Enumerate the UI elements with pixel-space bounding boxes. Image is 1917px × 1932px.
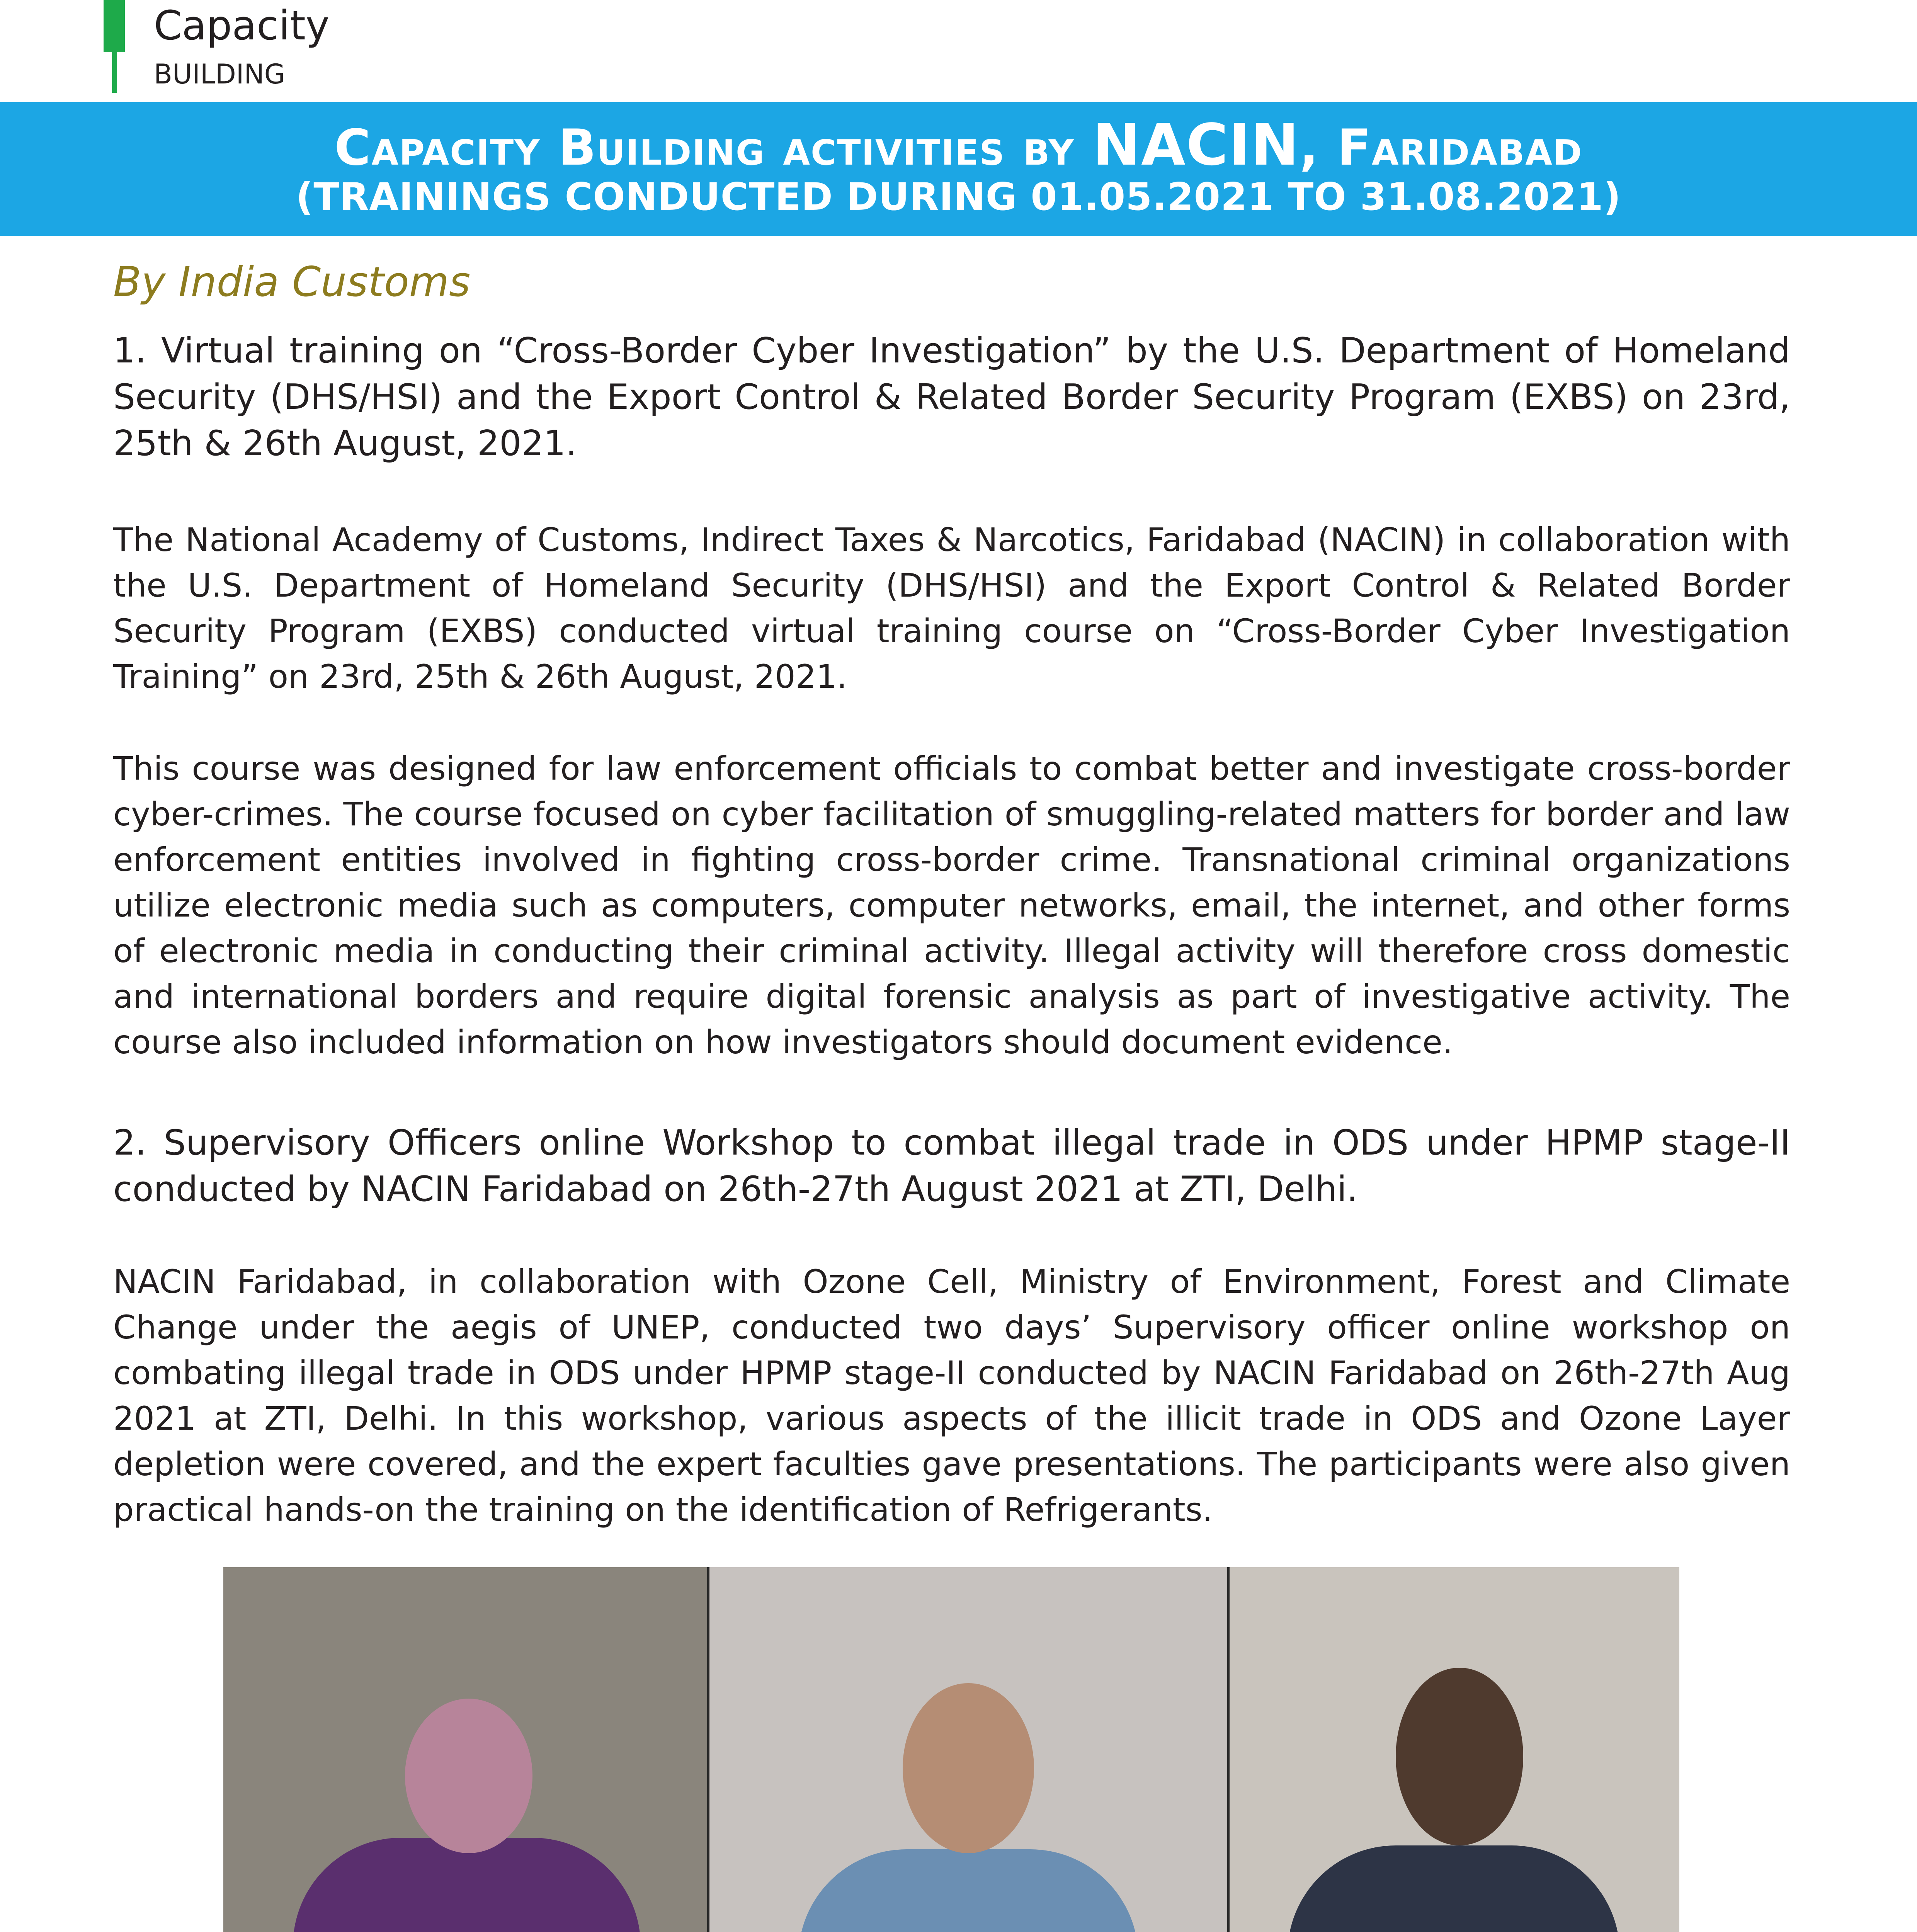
header-accent-line [112,52,117,93]
section-title: Capacity [154,2,330,49]
participant-2-face [903,1683,1034,1853]
item1-paragraph2: This course was designed for law enforcement officials to combat better and investigate cross-border cyber-crimes. The course focused on cyber facilitation of smuggling-related matters for border and law enforcement entities involved in fighting cross-border crime. Transnational criminal organizations utilize electronic media such as computers, computer networks, email, the internet, and other forms of electronic media in conducting their criminal activity. Illegal activity will therefore cross domestic and international borders and require digital forensic analysis as part of investigative activity. The course also included information on how investigators should document evidence. [113,750,1790,1061]
participant-tile-1 [223,1567,707,1932]
participant-1-face [405,1699,532,1853]
participant-3-face [1396,1668,1523,1845]
participant-tile-2 [709,1567,1227,1932]
title-banner [0,102,1917,236]
section-subtitle: BUILDING [154,58,286,90]
participant-3-body [1288,1845,1620,1932]
section-heading: By India Customs [113,258,471,306]
banner-subtitle: (TRAININGS CONDUCTED DURING 01.05.2021 TO 31.08.2021) [296,175,1621,219]
item1-heading: 1. Virtual training on “Cross-Border Cyber Investigation” by the U.S. Department of Homeland Security (DHS/HSI) and the Export Control & Related Border Security Program (EXBS) on 23rd, 25th & 26th August, 2021. [113,330,1790,464]
item1-paragraph1: The National Academy of Customs, Indirect Taxes & Narcotics, Faridabad (NACIN) in collaboration with the U.S. Department of Homeland Security (DHS/HSI) and the Export Control & Related Border Security Program (EXBS) conducted virtual training course on “Cross-Border Cyber Investigation Training” on 23rd, 25th & 26th August, 2021. [113,521,1790,696]
video-conference-photo [223,1567,1679,1932]
banner-title-part1: Capacity Building activities by [334,119,1093,177]
banner-title [0,112,1917,178]
item2-heading: 2. Supervisory Officers online Workshop to combat illegal trade in ODS under HPMP stage-II conducted by NACIN Faridabad on 26th-27th August 2021 at ZTI, Delhi. [113,1122,1790,1209]
banner-title-part2: NACIN [1092,112,1300,178]
header-accent-bar [104,0,125,52]
participant-2-body [798,1849,1138,1932]
participant-tile-3 [1230,1567,1679,1932]
item2-paragraph1: NACIN Faridabad, in collaboration with Ozone Cell, Ministry of Environment, Forest and Climate Change under the aegis of UNEP, conducted two days’ Supervisory officer online workshop on combating illegal trade in ODS under HPMP stage-II conducted by NACIN Faridabad on 26th-27th Aug 2021 at ZTI, Delhi. In this workshop, various aspects of the illicit trade in ODS and Ozone Layer depletion were covered, and the expert faculties gave presentations. The participants were also given practical hands-on the training on the identification of Refrigerants. [113,1263,1790,1529]
banner-title-part3: , Faridabad [1300,119,1583,177]
